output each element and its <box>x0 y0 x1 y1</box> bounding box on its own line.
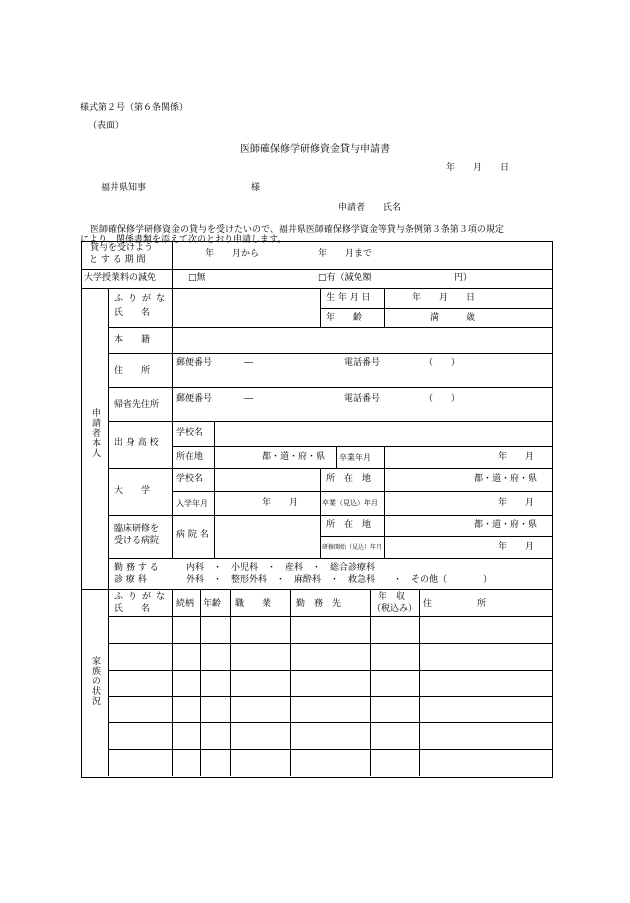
name-label: 氏 名 <box>114 308 151 318</box>
intro-line-1: 医師確保修学研修資金の貸与を受けたいので、福井県医師確保修学資金等貸与条例第３条第３項の規定 <box>90 225 504 235</box>
address-phone-paren: （ ） <box>424 358 461 368</box>
clinical-hospital-label-1: 臨床研修を <box>114 524 160 534</box>
family-furigana-header: ふりがな <box>114 592 171 602</box>
birthdate-value[interactable]: 年 月 日 <box>412 293 476 303</box>
age-value[interactable]: 満 歳 <box>430 313 476 323</box>
department-options-row-2[interactable]: 外科 ・ 整形外科 ・ 麻酔科 ・ 救急科 ・ その他（ ） <box>186 575 493 585</box>
hs-graduation-label: 卒業年月 <box>339 453 371 462</box>
furigana-label: ふりがな <box>114 294 171 304</box>
home-phone-label: 電話番号 <box>344 394 381 404</box>
hospital-name-label: 病 院 名 <box>176 530 209 540</box>
address-postal-dash: ― <box>244 358 253 368</box>
address-phone-label: 電話番号 <box>344 358 381 368</box>
age-label: 年 齢 <box>326 313 363 323</box>
hs-graduation-value[interactable]: 年 月 <box>498 452 535 462</box>
family-income-header-2: （税込み） <box>372 604 418 614</box>
home-postal-label: 郵便番号 <box>176 394 213 404</box>
hs-school-name-label: 学校名 <box>176 428 204 438</box>
department-options-row-1[interactable]: 内科 ・ 小児科 ・ 産科 ・ 総合診療科 <box>186 563 376 573</box>
loan-period-label-1: 貸与を受けよう <box>90 243 154 253</box>
home-address-label: 帰省先住所 <box>114 400 160 410</box>
tuition-label: 大学授業料の減免 <box>84 273 157 283</box>
form-side: （表面） <box>88 121 125 131</box>
clinical-hospital-label-2: 受ける病院 <box>114 536 160 546</box>
intro-line-2: により、関係書類を添えて次のとおり申請します。 <box>80 235 287 245</box>
univ-prefecture: 都・道・府・県 <box>474 474 538 484</box>
hospital-prefecture: 都・道・府・県 <box>474 520 538 530</box>
form-number: 様式第２号（第６条関係） <box>80 103 189 113</box>
family-address-header: 住 所 <box>423 599 487 609</box>
family-occupation-header: 職 業 <box>235 599 272 609</box>
addressee: 福井県知事 <box>101 183 147 193</box>
tuition-yes-checkbox[interactable]: □有（減免額 <box>318 273 372 283</box>
training-start-label: 研修開始（見込）年月 <box>322 544 383 551</box>
family-section-label: 家族の状況 <box>90 656 100 706</box>
department-label-1: 勤 務 す る <box>114 563 159 573</box>
family-name-header: 氏 名 <box>114 604 151 614</box>
address-postal-label: 郵便番号 <box>176 358 213 368</box>
date-line: 年 月 日 <box>446 163 510 173</box>
training-start-value[interactable]: 年 月 <box>498 542 535 552</box>
high-school-label: 出 身 高 校 <box>114 438 159 448</box>
domicile-label: 本 籍 <box>114 335 151 345</box>
hs-location-label: 所在地 <box>176 452 204 462</box>
univ-school-name-label: 学校名 <box>176 474 204 484</box>
birthdate-label: 生 年 月 日 <box>326 293 371 303</box>
loan-period-label-2: と す る 期 間 <box>89 255 146 265</box>
univ-graduation-value[interactable]: 年 月 <box>498 498 535 508</box>
home-phone-paren: （ ） <box>424 394 461 404</box>
applicant-name-label: 申請者 氏名 <box>338 203 402 213</box>
family-income-header-1: 年 収 <box>378 592 406 602</box>
hs-prefecture: 都・道・府・県 <box>262 452 326 462</box>
department-label-2: 診 療 科 <box>114 575 147 585</box>
tuition-none-checkbox[interactable]: □無 <box>188 273 206 283</box>
home-postal-dash: ― <box>244 394 253 404</box>
family-workplace-header: 勤 務 先 <box>296 599 342 609</box>
univ-graduation-label: 卒業（見込）年月 <box>322 499 378 507</box>
univ-admission-label: 入学年月 <box>176 499 208 508</box>
honorific: 様 <box>251 183 261 193</box>
loan-period-from[interactable]: 年 月から <box>205 249 260 259</box>
univ-location-label: 所 在 地 <box>326 474 372 484</box>
loan-period-to[interactable]: 年 月まで <box>318 249 373 259</box>
university-label: 大 学 <box>114 486 151 496</box>
applicant-section-label: 申請者本人 <box>90 408 100 458</box>
family-relation-header: 続柄 <box>176 599 195 609</box>
family-age-header: 年齢 <box>203 599 222 609</box>
page-title: 医師確保修学研修資金貸与申請書 <box>240 144 390 155</box>
univ-admission-value[interactable]: 年 月 <box>262 498 299 508</box>
hospital-location-label: 所 在 地 <box>326 520 372 530</box>
tuition-yen: 円） <box>454 273 473 283</box>
address-label: 住 所 <box>114 366 151 376</box>
